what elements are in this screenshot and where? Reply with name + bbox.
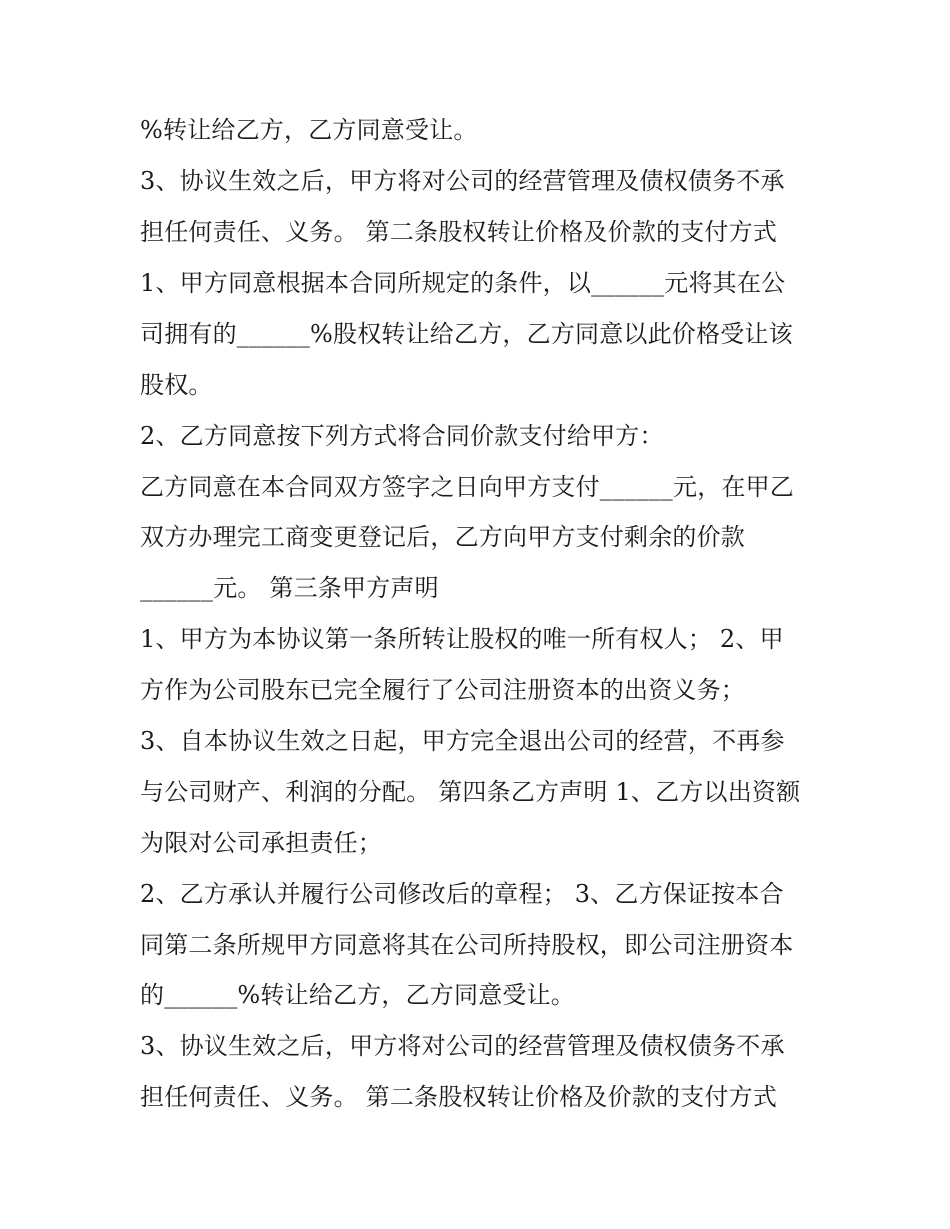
document-line: 1、甲方为本协议第一条所转让股权的唯一所有权人； 2、甲 — [140, 625, 784, 653]
document-line: 担任何责任、义务。 第二条股权转让价格及价款的支付方式 — [140, 1083, 778, 1111]
document-line: %转让给乙方，乙方同意受让。 — [140, 116, 478, 144]
document-line: 3、协议生效之后，甲方将对公司的经营管理及债权债务不承 — [140, 167, 785, 195]
document-line: 2、乙方同意按下列方式将合同价款支付给甲方： — [140, 422, 664, 450]
document-line: 1、甲方同意根据本合同所规定的条件，以______元将其在公 — [140, 269, 786, 297]
document-line: 双方办理完工商变更登记后，乙方向甲方支付剩余的价款 — [140, 523, 745, 551]
document-line: 同第二条所规甲方同意将其在公司所持股权，即公司注册资本 — [140, 931, 794, 959]
document-line: 3、协议生效之后，甲方将对公司的经营管理及债权债务不承 — [140, 1032, 785, 1060]
document-line: 方作为公司股东已完全履行了公司注册资本的出资义务； — [140, 676, 745, 704]
document-line: 的______%转让给乙方，乙方同意受让。 — [140, 981, 576, 1009]
document-line: 与公司财产、利润的分配。 第四条乙方声明 1、乙方以出资额 — [140, 778, 801, 806]
document-line: ______元。 第三条甲方声明 — [140, 574, 439, 602]
document-line: 股权。 — [140, 371, 213, 399]
document-line: 司拥有的______%股权转让给乙方，乙方同意以此价格受让该 — [140, 320, 793, 348]
document-line: 担任何责任、义务。 第二条股权转让价格及价款的支付方式 — [140, 218, 778, 246]
document-line: 乙方同意在本合同双方签字之日向甲方支付______元，在甲乙 — [140, 473, 794, 501]
document-line: 为限对公司承担责任； — [140, 829, 382, 857]
document-line: 2、乙方承认并履行公司修改后的章程； 3、乙方保证按本合 — [140, 880, 784, 908]
document-line: 3、自本协议生效之日起，甲方完全退出公司的经营，不再参 — [140, 727, 785, 755]
